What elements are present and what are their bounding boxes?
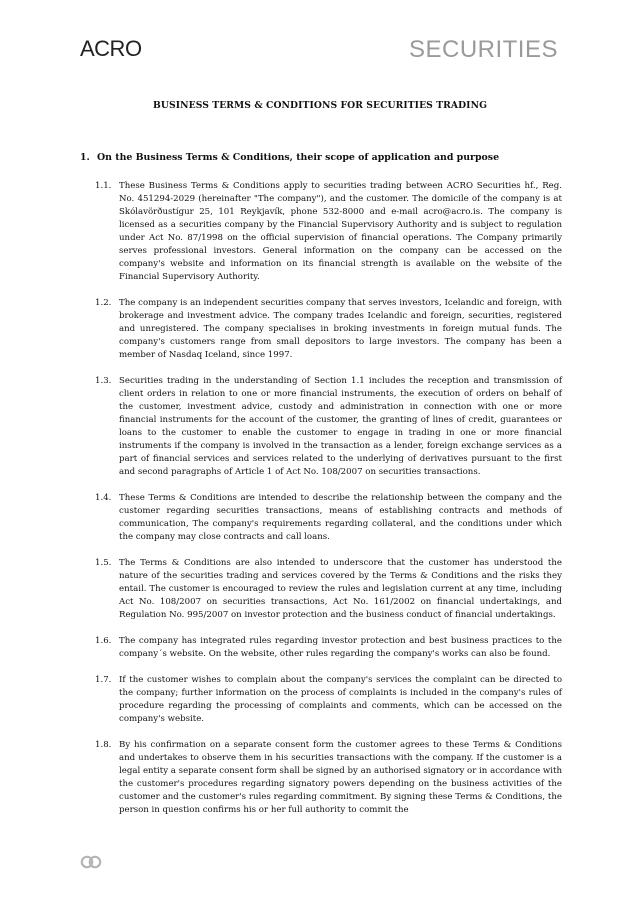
- clause-number: 1.8.: [95, 740, 112, 750]
- clause-number: 1.5.: [95, 558, 112, 568]
- clause-1-5: [95, 557, 562, 622]
- acro-logo: ACRO: [80, 36, 142, 61]
- clause-list: [95, 180, 562, 830]
- clause-1-2: [95, 297, 562, 362]
- clause-1-1: [95, 180, 562, 284]
- section-title: On the Business Terms & Conditions, their scope of application and purpose: [97, 152, 500, 163]
- clause-text: The Terms & Conditions are also intended to underscore that the customer has understood the nature of the securities trading and services covered by the Terms & Conditions and the risks they entail. The customer is encouraged to review the rules and legislation current at any time, including Act No. 108/2007 on securities transactions, Act No. 161/2002 on financial undertakings, and Regulation No. 995/2007 on investor protection and the business conduct of financial undertakings.: [119, 558, 562, 620]
- securities-logo: SECURITIES: [408, 36, 558, 63]
- clause-text: The company has integrated rules regarding investor protection and best business practices to the company´s website. On the website, other rules regarding the company's works can also be found.: [119, 636, 562, 659]
- section-number: 1.: [80, 152, 90, 163]
- clause-text: If the customer wishes to complain about the company's services the complaint can be directed to the company; further information on the process of complaints is included in the company's rules of procedure regarding the processing of complaints and comments, which can be accessed on the company's website.: [119, 675, 562, 724]
- clause-1-8: [95, 739, 562, 817]
- clause-number: 1.6.: [95, 636, 112, 646]
- clause-text: The company is an independent securities company that serves investors, Icelandic and foreign, with brokerage and investment advice. The company trades Icelandic and foreign, securities, registered and unregistered. The company specialises in broking investments in foreign mutual funds. The company's customers range from small depositors to large investors. The company has been a member of Nasdaq Iceland, since 1997.: [119, 298, 562, 360]
- clause-number: 1.4.: [95, 493, 112, 503]
- document-title: BUSINESS TERMS & CONDITIONS FOR SECURITIES TRADING: [152, 100, 488, 111]
- clause-number: 1.3.: [95, 376, 112, 386]
- section-heading: [80, 152, 580, 163]
- acro-symbol-icon: [80, 855, 102, 869]
- clause-1-3: [95, 375, 562, 479]
- clause-number: 1.7.: [95, 675, 112, 685]
- clause-1-4: [95, 492, 562, 544]
- clause-number: 1.2.: [95, 298, 112, 308]
- clause-text: These Terms & Conditions are intended to describe the relationship between the company and the customer regarding securities transactions, means of establishing contracts and methods of communication, The company's requirements regarding collateral, and the conditions under which the company may close contracts and call loans.: [119, 493, 562, 542]
- clause-text: These Business Terms & Conditions apply to securities trading between ACRO Securities hf., Reg. No. 451294-2029 (hereinafter "The company"), and the customer. The domicile of the company is at Skólavörðustígur 25, 101 Reykjavík, phone 532-8000 and e-mail acro@acro.is. The company is licensed as a securities company by the Financial Supervisory Authority and is subject to regulation under Act No. 87/1998 on the official supervision of financial operations. The Company primarily serves professional investors. General information on the company can be accessed on the company's website and information on its financial strength is available on the website of the Financial Supervisory Authority.: [119, 181, 562, 282]
- clause-number: 1.1.: [95, 181, 112, 191]
- clause-text: By his confirmation on a separate consent form the customer agrees to these Terms & Conditions and undertakes to observe them in his securities transactions with the company. If the customer is a legal entity a separate consent form shall be signed by an authorised signatory or in accordance with the customer's procedures regarding signatory powers depending on the business activities of the customer and the customer's rules regarding commitment. By signing these Terms & Conditions, the person in question confirms his or her full authority to commit the: [119, 740, 562, 815]
- clause-1-6: [95, 635, 562, 661]
- clause-1-7: [95, 674, 562, 726]
- clause-text: Securities trading in the understanding of Section 1.1 includes the reception and transmission of client orders in relation to one or more financial instruments, the execution of orders on behalf of the customer, investment advice, custody and administration in connection with one or more financial instruments for the account of the customer, the granting of lines of credit, guarantees or loans to the customer to enable the customer to engage in trading in one or more financial instruments if the company is involved in the transaction as a lender, foreign exchange services as a part of financial services and services related to the underlying of derivatives pursuant to the first and second paragraphs of Article 1 of Act No. 108/2007 on securities transactions.: [119, 376, 562, 477]
